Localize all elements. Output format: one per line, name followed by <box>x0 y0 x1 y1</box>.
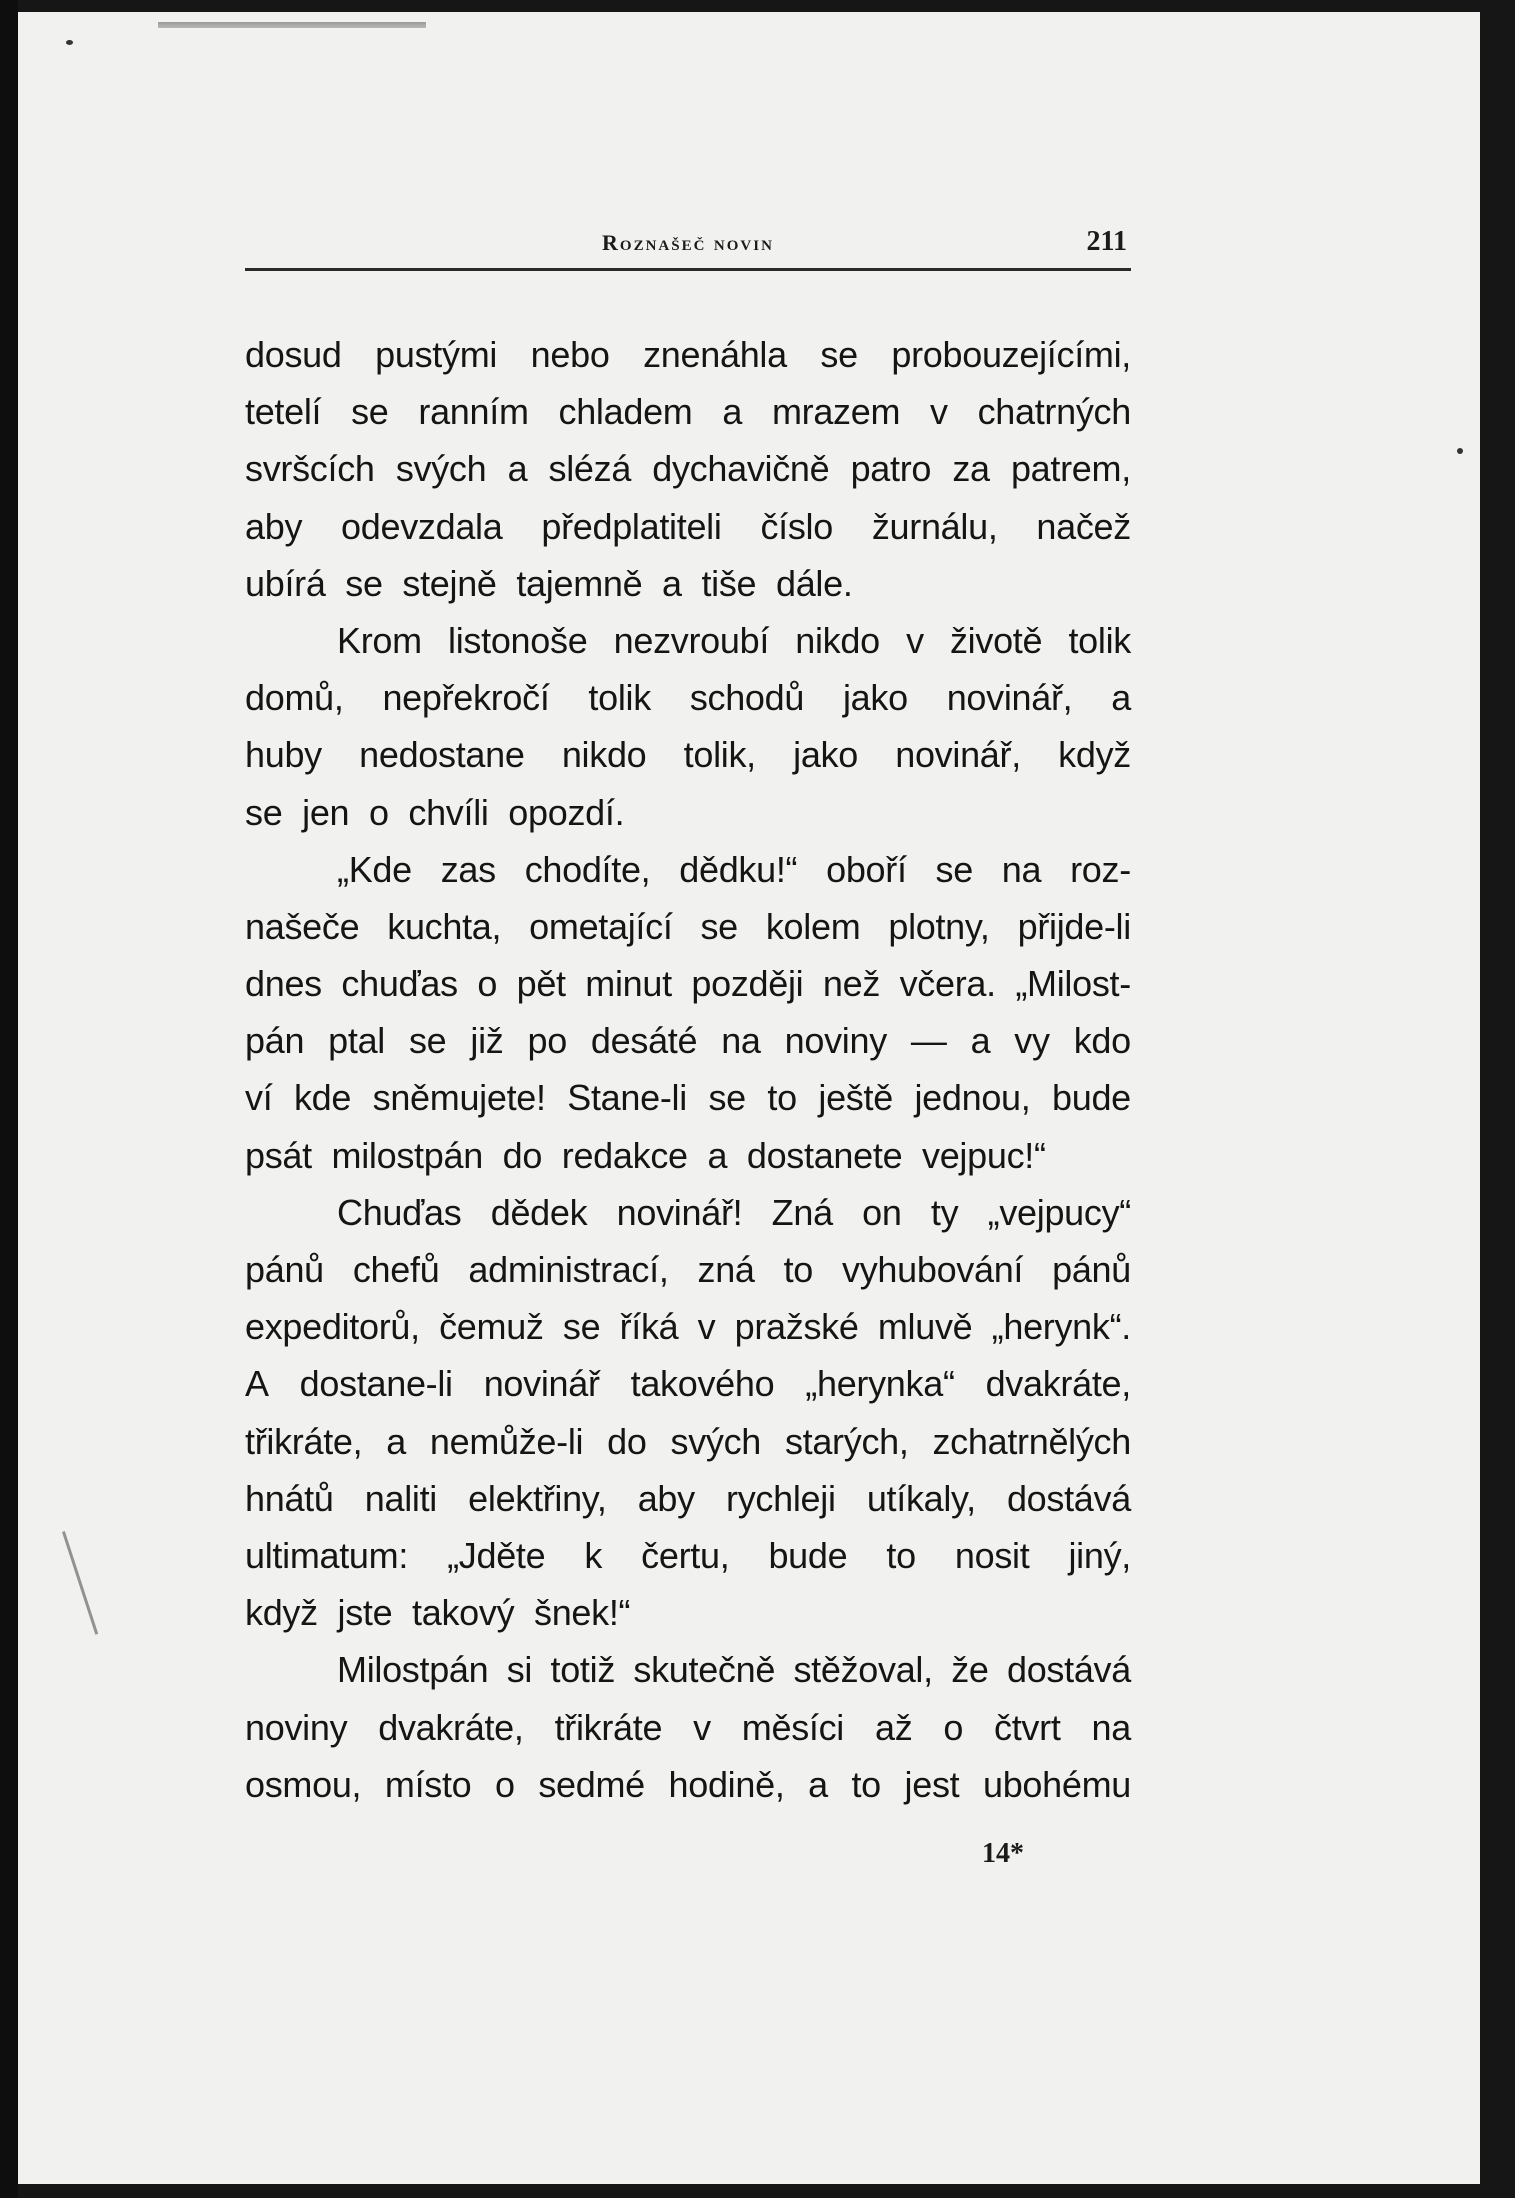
text-line: noviny dvakráte, třikráte v měsíci až o čtvrt na <box>245 1706 1131 1748</box>
text-line: huby nedostane nikdo tolik, jako novinář, když <box>245 734 1131 776</box>
paragraph-p5 <box>245 1641 1131 1813</box>
text-line: expeditorů, čemuž se říká v pražské mluvě „herynk“. <box>245 1306 1131 1348</box>
paragraph-p4 <box>245 1184 1131 1642</box>
speck-mark <box>66 40 73 45</box>
text-line: „Kde zas chodíte, dědku!“ oboří se na roz- <box>337 848 1131 890</box>
text-line: se jen o chvíli opozdí. <box>245 791 625 833</box>
text-line: Milostpán si totiž skutečně stěžoval, že dostává <box>337 1649 1131 1691</box>
text-line: pánů chefů administrací, zná to vyhubování pánů <box>245 1249 1131 1290</box>
text-line: A dostane-li novinář takového „herynka“ dvakráte, <box>245 1363 1131 1405</box>
signature-mark: 14* <box>982 1838 1024 1869</box>
body-text <box>245 326 1131 1813</box>
text-line: našeče kuchta, ometající se kolem plotny, přijde-li <box>245 905 1131 947</box>
paragraph-p1 <box>245 326 1131 612</box>
paragraph-p3 <box>245 841 1131 1184</box>
text-line: dnes chuďas o pět minut později než včera. „Milost- <box>245 963 1131 1005</box>
running-title: Roznašeč novin <box>602 230 774 255</box>
text-line: osmou, místo o sedmé hodině, a to jest ubohému <box>245 1763 1131 1805</box>
text-line: ubírá se stejně tajemně a tiše dále. <box>245 562 853 604</box>
text-line: ví kde sněmujete! Stane-li se to ještě jednou, bude <box>245 1077 1131 1119</box>
text-line: Chuďas dědek novinář! Zná on ty „vejpucy“ <box>337 1191 1131 1233</box>
page-number: 211 <box>1086 226 1127 257</box>
scan-left-edge <box>0 0 18 2198</box>
running-header <box>245 224 1131 276</box>
text-line: Krom listonoše nezvroubí nikdo v životě tolik <box>337 619 1131 661</box>
header-rule <box>245 268 1131 271</box>
scan-corner-mark <box>158 22 426 28</box>
text-line: hnátů naliti elektřiny, aby rychleji utíkaly, dostává <box>245 1477 1131 1519</box>
text-line: třikráte, a nemůže-li do svých starých, zchatrnělých <box>245 1420 1131 1462</box>
text-line: svršcích svých a slézá dychavičně patro za patrem, <box>245 448 1131 490</box>
text-line: dosud pustými nebo znenáhla se probouzejícími, <box>245 334 1131 375</box>
text-line: ultimatum: „Jděte k čertu, bude to nosit jiný, <box>245 1534 1131 1576</box>
text-line: tetelí se ranním chladem a mrazem v chatrných <box>245 391 1131 433</box>
text-line: domů, nepřekročí tolik schodů jako novinář, a <box>245 677 1131 719</box>
text-line: když jste takový šnek!“ <box>245 1592 631 1634</box>
paragraph-p2 <box>245 612 1131 841</box>
speck-mark <box>1457 448 1463 454</box>
text-line: aby odevzdala předplatiteli číslo žurnálu, načež <box>245 505 1131 547</box>
text-line: pán ptal se již po desáté na noviny — a vy kdo <box>245 1020 1131 1062</box>
text-line: psát milostpán do redakce a dostanete vejpuc!“ <box>245 1134 1046 1176</box>
